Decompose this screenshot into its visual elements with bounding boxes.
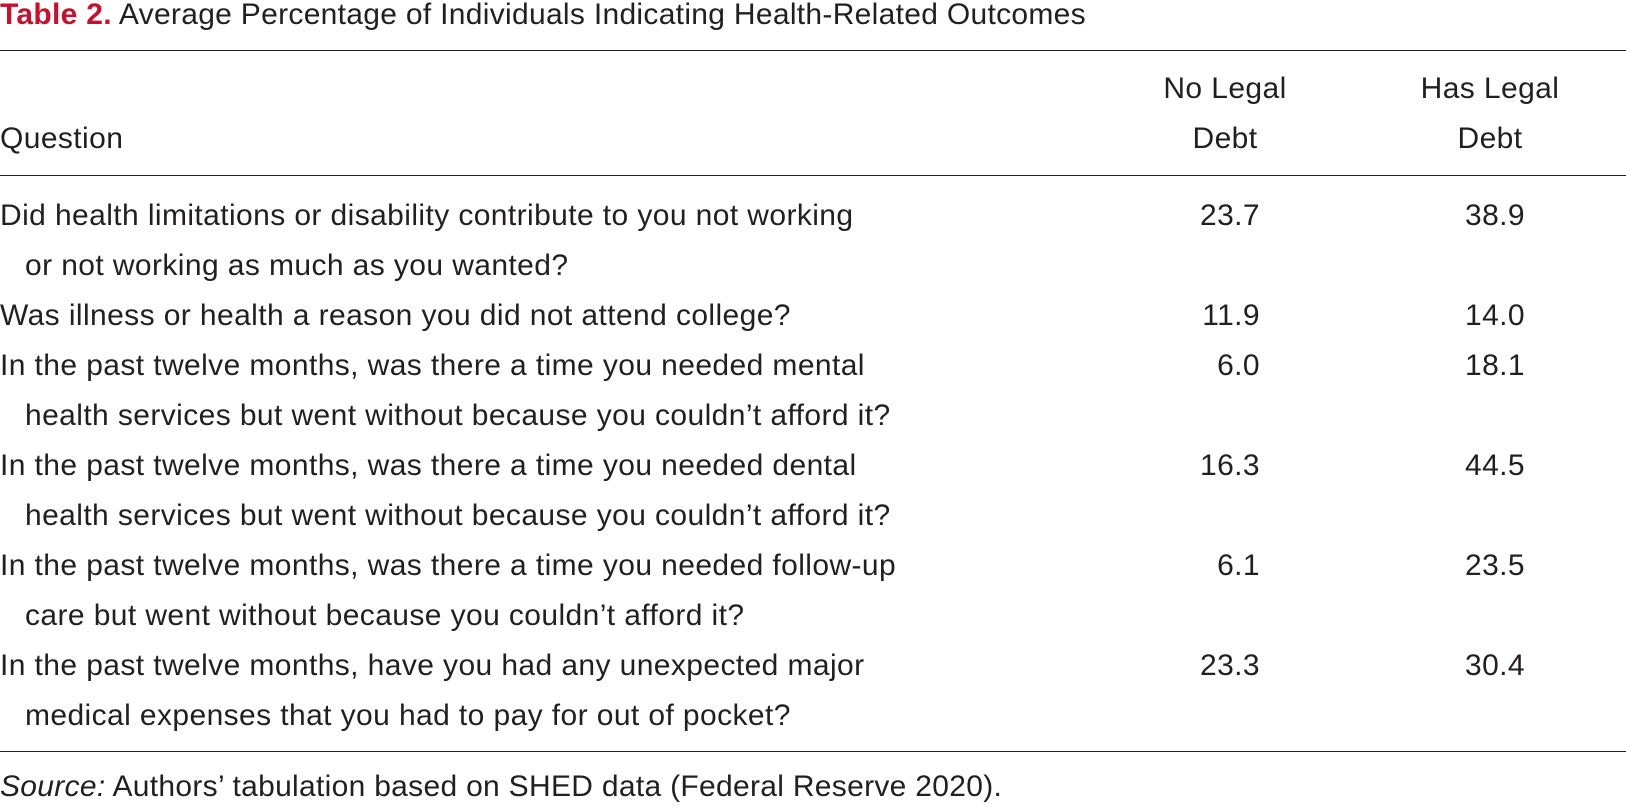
question-line: In the past twelve months, was there a time you needed mental	[0, 349, 865, 382]
question-text	[0, 541, 1060, 641]
table-row	[0, 641, 1626, 741]
question-line: care but went without because you couldn’t afford it?	[25, 599, 745, 632]
bottom-rule	[0, 751, 1626, 752]
table-row	[0, 541, 1626, 641]
no-legal-debt-value: 6.0	[1217, 349, 1260, 382]
no-legal-debt-value: 6.1	[1217, 549, 1260, 582]
header-rule	[0, 175, 1626, 176]
source-text: Authors’ tabulation based on SHED data (Federal Reserve 2020).	[112, 770, 1003, 803]
header-has-legal-debt	[1375, 64, 1605, 164]
no-legal-debt-value: 11.9	[1202, 299, 1260, 332]
header-no-legal-debt-line: No Legal	[1163, 72, 1287, 105]
has-legal-debt-value: 18.1	[1465, 349, 1525, 382]
header-has-legal-debt-line: Debt	[1457, 122, 1523, 155]
question-text	[0, 441, 1060, 541]
question-text	[0, 291, 1060, 341]
question-text	[0, 341, 1060, 441]
table-row	[0, 291, 1626, 341]
header-no-legal-debt	[1110, 64, 1340, 164]
question-line: or not working as much as you wanted?	[25, 249, 569, 282]
has-legal-debt-value: 44.5	[1465, 449, 1525, 482]
source-note	[0, 762, 1002, 812]
question-line: In the past twelve months, have you had any unexpected major	[0, 649, 865, 682]
table-title: Average Percentage of Individuals Indicating Health-Related Outcomes	[118, 0, 1086, 31]
question-line: In the past twelve months, was there a time you needed follow-up	[0, 549, 897, 582]
question-line: health services but went without because you couldn’t afford it?	[25, 499, 891, 532]
top-rule	[0, 50, 1626, 51]
table-body	[0, 191, 1626, 741]
question-line: Was illness or health a reason you did not attend college?	[0, 299, 791, 332]
has-legal-debt-value: 14.0	[1465, 299, 1525, 332]
has-legal-debt-value: 38.9	[1465, 199, 1525, 232]
table-row	[0, 191, 1626, 291]
question-line: In the past twelve months, was there a time you needed dental	[0, 449, 857, 482]
question-text	[0, 641, 1060, 741]
no-legal-debt-value: 23.3	[1200, 649, 1260, 682]
question-line: Did health limitations or disability contribute to you not working	[0, 199, 854, 232]
header-no-legal-debt-line: Debt	[1192, 122, 1258, 155]
table-caption	[0, 0, 1086, 34]
has-legal-debt-value: 23.5	[1465, 549, 1525, 582]
source-label: Source:	[0, 770, 106, 803]
header-has-legal-debt-line: Has Legal	[1420, 72, 1560, 105]
question-line: medical expenses that you had to pay for out of pocket?	[25, 699, 791, 732]
no-legal-debt-value: 23.7	[1200, 199, 1260, 232]
table-row	[0, 341, 1626, 441]
question-text	[0, 191, 1060, 291]
no-legal-debt-value: 16.3	[1200, 449, 1260, 482]
has-legal-debt-value: 30.4	[1465, 649, 1525, 682]
table-row	[0, 441, 1626, 541]
table-number: Table 2.	[0, 0, 112, 31]
question-line: health services but went without because you couldn’t afford it?	[25, 399, 891, 432]
header-question: Question	[0, 122, 124, 155]
